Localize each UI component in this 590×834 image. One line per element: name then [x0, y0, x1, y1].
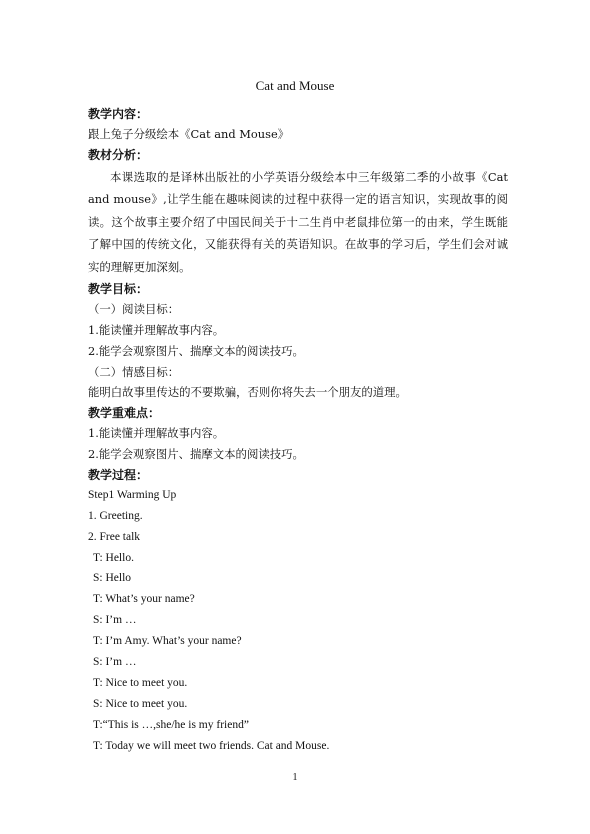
dialogue-line: T:“This is …,she/he is my friend” — [93, 718, 249, 731]
heading-teaching-process: 教学过程： — [88, 467, 149, 482]
page-title: Cat and Mouse — [255, 78, 335, 93]
teaching-content-text: 跟上兔子分级绘本《Cat and Mouse》 — [88, 127, 290, 141]
dialogue-line: T: I’m Amy. What’s your name? — [93, 635, 242, 648]
goal-reading-subheading: （一）阅读目标： — [88, 302, 180, 317]
key-point-1: 1.能读懂并理解故事内容。 — [88, 426, 225, 441]
dialogue-line: T: Nice to meet you. — [93, 676, 188, 689]
dialogue-line: T: Hello. — [93, 551, 134, 564]
heading-key-points: 教学重难点： — [88, 406, 161, 421]
step-1-title: Step1 Warming Up — [88, 488, 177, 501]
material-analysis-paragraph: 本课选取的是译林出版社的小学英语分级绘本中三年级第二季的小故事《Cat and mouse》,让学生能在趣味阅读的过程中获得一定的语言知识，实现故事的阅读。这个故事主要介绍了中国民间关于十二生肖中老鼠排位第一的由来，学生既能了解中国的传统文化，又能获得有关的英语知识。在故事的学习后，学生们会对诚实的理解更加深刻。 — [88, 169, 508, 274]
process-item-greeting: 1. Greeting. — [88, 509, 143, 522]
heading-teaching-goals: 教学目标： — [88, 282, 149, 297]
page-number: 1 — [292, 772, 298, 783]
goal-emotion-subheading: （二）情感目标： — [88, 364, 180, 379]
dialogue-line: S: I’m … — [93, 656, 137, 668]
key-point-2: 2.能学会观察图片、揣摩文本的阅读技巧。 — [88, 447, 304, 462]
goal-emotion-text: 能明白故事里传达的不要欺骗，否则你将失去一个朋友的道理。 — [88, 385, 407, 400]
dialogue-list — [88, 548, 508, 757]
document-body — [88, 104, 508, 756]
heading-material-analysis: 教材分析： — [88, 147, 149, 162]
process-item-free-talk: 2. Free talk — [88, 530, 141, 543]
dialogue-line: T: Today we will meet two friends. Cat and Mouse. — [93, 739, 330, 752]
goal-item-2: 2.能学会观察图片、揣摩文本的阅读技巧。 — [88, 343, 304, 358]
dialogue-line: T: What’s your name? — [93, 593, 195, 606]
dialogue-line: S: I’m … — [93, 614, 137, 627]
goal-item-1: 1.能读懂并理解故事内容。 — [88, 323, 225, 338]
heading-teaching-content: 教学内容： — [88, 107, 149, 121]
dialogue-line: S: Nice to meet you. — [93, 697, 188, 710]
dialogue-line: S: Hello — [93, 572, 132, 585]
